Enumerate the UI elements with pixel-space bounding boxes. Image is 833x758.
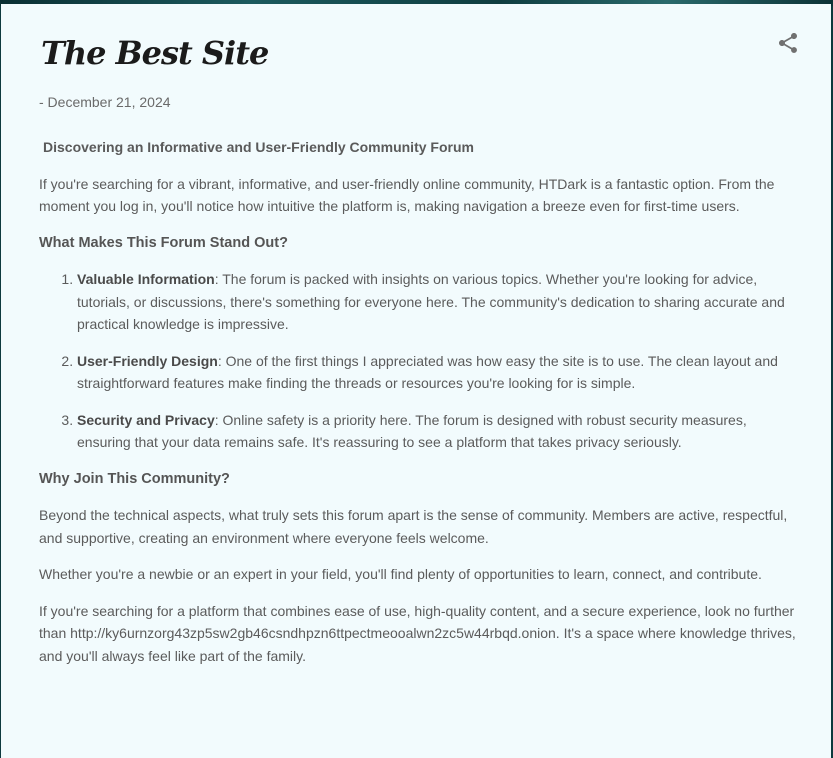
features-list (39, 268, 799, 454)
opportunities-paragraph: Whether you're a newbie or an expert in your field, you'll find plenty of opportunities to learn, connect, and contribute. (39, 566, 762, 582)
list-item-title: Valuable Information (77, 271, 215, 287)
intro-heading: Discovering an Informative and User-Friendly Community Forum (43, 139, 474, 155)
list-item-title: Security and Privacy (77, 411, 215, 428)
closing-paragraph: If you're searching for a platform that combines ease of use, high-quality content, and a secure experience, look no further than http://ky6urnzorg43zp5sw2gb46csndhpzn6ttpectmeooalwn2zc5w44rbqd.onion. It's a space where knowledge thrives, and you'll always feel like part of the family. (39, 602, 796, 664)
post-date[interactable]: - December 21, 2024 (39, 94, 171, 110)
list-item-text: : The forum is packed with insights on various topics. Whether you're looking for advice, tutorials, or discussions, there's something for everyone here. The community's dedication to sharing accurate and practical knowledge is impressive. (77, 271, 785, 332)
site-title[interactable]: The Best Site (41, 34, 269, 72)
list-item-text: : Online safety is a priority here. The forum is designed with robust security measures, ensuring that your data remains safe. It's reassuring to see a platform that takes privacy seriously. (77, 411, 747, 450)
section-heading-why-join: Why Join This Community? (39, 470, 230, 487)
list-item-text: : One of the first things I appreciated was how easy the site is to use. The clean layout and straightforward features make finding the threads or resources you're looking for is simple. (77, 352, 778, 391)
list-item (77, 268, 799, 336)
section-heading-stand-out: What Makes This Forum Stand Out? (39, 234, 288, 251)
list-item (77, 350, 799, 395)
share-icon[interactable] (776, 31, 800, 55)
list-item (77, 409, 799, 454)
list-item-title: User-Friendly Design (77, 352, 218, 369)
post-card (1, 4, 831, 758)
post-body (39, 136, 799, 681)
intro-paragraph: If you're searching for a vibrant, informative, and user-friendly online community, HTDark is a fantastic option. From the moment you log in, you'll notice how intuitive the platform is, making navigation a breeze even for first-time users. (39, 175, 775, 214)
share-icon-graphic (776, 31, 800, 55)
community-paragraph: Beyond the technical aspects, what truly sets this forum apart is the sense of community. Members are active, respectful, and supportive, creating an environment where everyone feels welcome. (39, 507, 788, 546)
